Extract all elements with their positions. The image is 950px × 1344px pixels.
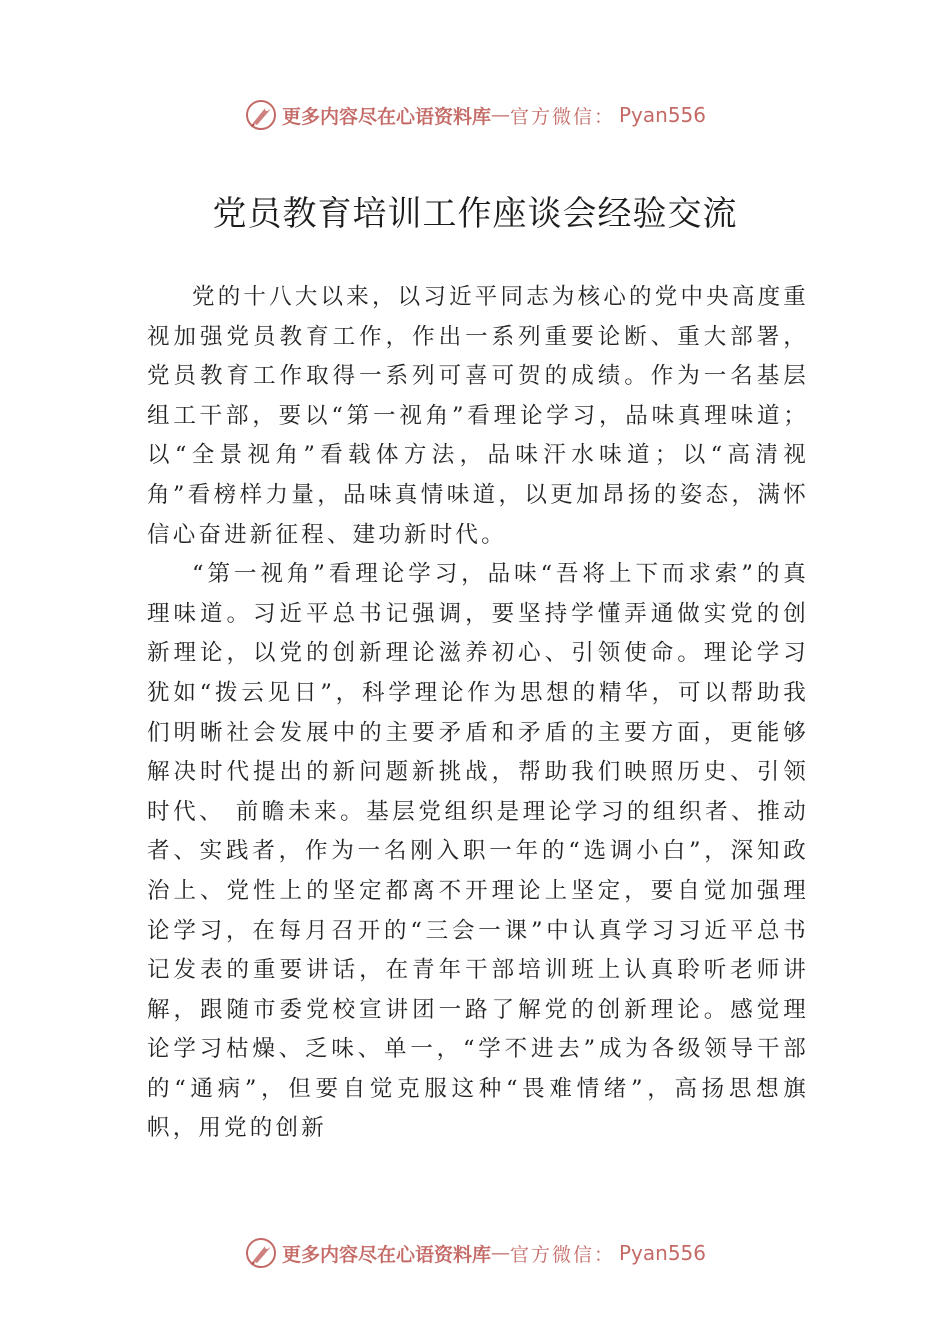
pen-nib-circle-icon	[244, 1236, 278, 1270]
footer-banner	[0, 1233, 950, 1273]
banner-main-text: 更多内容尽在心语资料库	[281, 105, 491, 128]
banner-wechat-id: Pyan556	[619, 103, 707, 127]
banner-wechat-id: Pyan556	[619, 1241, 707, 1265]
banner-separator: —	[490, 1242, 510, 1264]
banner-content	[244, 1236, 706, 1270]
banner-main-text: 更多内容尽在心语资料库	[281, 1243, 491, 1266]
banner-separator: —	[490, 104, 510, 126]
header-banner	[0, 95, 950, 135]
paragraph-1: 党的十八大以来，以习近平同志为核心的党中央高度重视加强党员教育工作，作出一系列重要论断、重大部署，党员教育工作取得一系列可喜可贺的成绩。作为一名基层组工干部，要以“第一视角”看理论学习，品味真理味道；以“全景视角”看载体方法，品味汗水味道；以“高清视角”看榜样力量，品味真情味道，以更加昂扬的姿态，满怀信心奋进新征程、建功新时代。	[147, 284, 809, 548]
banner-wechat-label: 官方微信：	[509, 105, 615, 128]
pen-nib-circle-icon	[244, 98, 278, 132]
banner-content	[244, 98, 706, 132]
banner-wechat-label: 官方微信：	[509, 1243, 615, 1266]
document-body	[147, 278, 809, 1149]
document-title: 党员教育培训工作座谈会经验交流	[212, 194, 738, 234]
paragraph-2: “第一视角”看理论学习，品味“吾将上下而求索”的真理味道。习近平总书记强调，要坚持学懂弄通做实党的创新理论，以党的创新理论滋养初心、引领使命。理论学习犹如“拨云见日”，科学理论作为思想的精华，可以帮助我们明晰社会发展中的主要矛盾和矛盾的主要方面，更能够解决时代提出的新问题新挑战，帮助我们映照历史、引领时代、 前瞻未来。基层党组织是理论学习的组织者、推动者、实践者，作为一名刚入职一年的“选调小白”，深知政治上、党性上的坚定都离不开理论上坚定，要自觉加强理论学习，在每月召开的“三会一课”中认真学习习近平总书记发表的重要讲话，在青年干部培训班上认真聆听老师讲解，跟随市委党校宣讲团一路了解党的创新理论。感觉理论学习枯燥、乏味、单一，“学不进去”成为各级领导干部的“通病”，但要自觉克服这种“畏难情绪”，高扬思想旗帜，用党的创新	[147, 561, 809, 1142]
